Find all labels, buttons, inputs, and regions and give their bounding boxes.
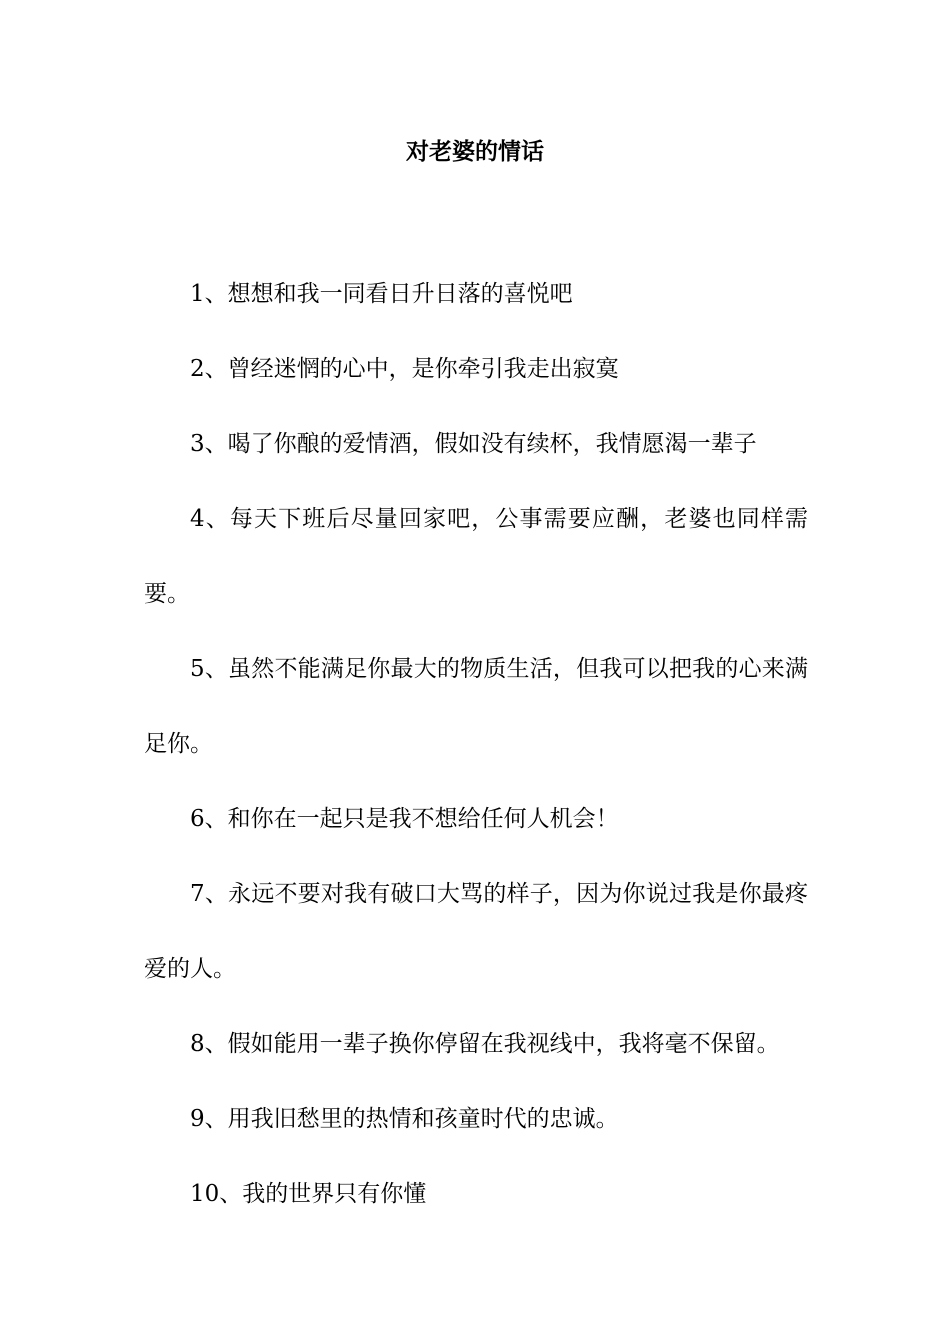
list-item: 4、每天下班后尽量回家吧，公事需要应酬，老婆也同样需要。	[144, 506, 808, 607]
list-item: 9、用我旧愁里的热情和孩童时代的忠诚。	[190, 1106, 619, 1132]
list-item: 6、和你在一起只是我不想给任何人机会！	[190, 806, 619, 832]
list-item: 8、假如能用一辈子换你停留在我视线中，我将毫不保留。	[190, 1031, 780, 1057]
document-title: 对老婆的情话	[406, 139, 544, 165]
list-item: 5、虽然不能满足你最大的物质生活，但我可以把我的心来满足你。	[144, 656, 808, 757]
list-item: 1、想想和我一同看日升日落的喜悦吧	[190, 281, 573, 307]
list-item: 10、我的世界只有你懂	[190, 1181, 427, 1207]
document-body	[144, 257, 808, 1232]
list-item: 2、曾经迷惘的心中，是你牵引我走出寂寞	[190, 356, 619, 382]
list-item: 3、喝了你酿的爱情酒，假如没有续杯，我情愿渴一辈子	[190, 431, 757, 457]
list-item: 7、永远不要对我有破口大骂的样子，因为你说过我是你最疼爱的人。	[144, 881, 808, 982]
